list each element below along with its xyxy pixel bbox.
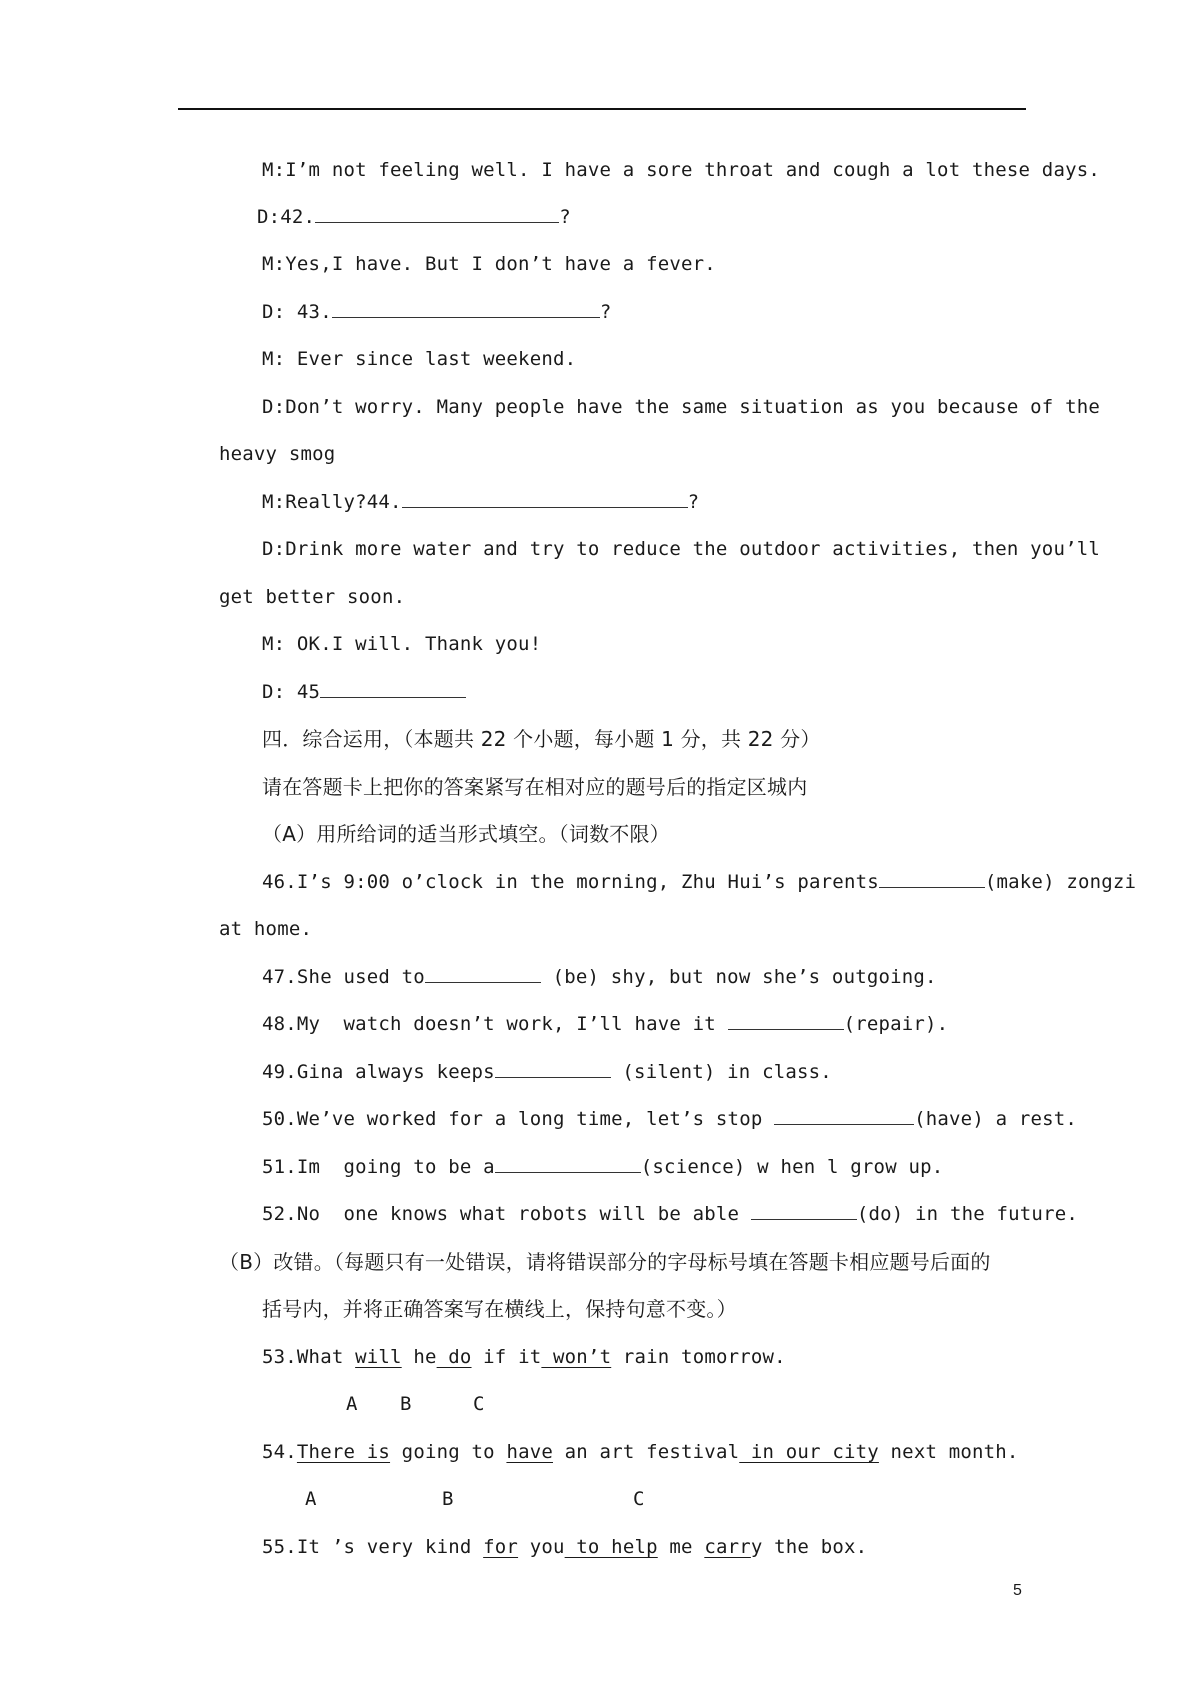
dialogue-line-blank-42: D:42. ? — [257, 206, 571, 228]
question-54: 54.There is going to have an art festival in our city next month. — [262, 1441, 1019, 1463]
dialogue-line: M: OK.I will. Thank you! — [262, 633, 542, 655]
question-47: 47.She used to (be) shy, but now she’s outgoing. — [262, 966, 937, 988]
dialogue-line: heavy smog — [219, 443, 336, 465]
part-b-heading-cont: 括号内，并将正确答案写在横线上，保持句意不变。） — [262, 1297, 737, 1321]
answer-blank[interactable] — [315, 204, 559, 223]
option-label-c: C — [633, 1488, 645, 1510]
answer-blank[interactable] — [879, 869, 985, 888]
question-52: 52.No one knows what robots will be able (do) in the future. — [262, 1203, 1078, 1225]
answer-blank[interactable] — [425, 964, 541, 983]
section-heading: 四．综合运用，（本题共 22 个小题，每小题 1 分，共 22 分） — [262, 727, 821, 751]
dialogue-line: M:I’m not feeling well. I have a sore throat and cough a lot these days. — [262, 159, 1101, 181]
answer-blank[interactable] — [495, 1059, 611, 1078]
dialogue-line-blank-43: D: 43. ? — [262, 301, 612, 323]
section-instruction: 请在答题卡上把你的答案紧写在相对应的题号后的指定区城内 — [262, 775, 808, 799]
part-b-heading: （B）改错。（每题只有一处错误，请将错误部分的字母标号填在答题卡相应题号后面的 — [219, 1250, 991, 1274]
option-label-c: C — [473, 1393, 485, 1415]
dialogue-line: M: Ever since last weekend. — [262, 348, 577, 370]
header-rule — [178, 108, 1026, 110]
answer-blank[interactable] — [774, 1106, 914, 1125]
dialogue-line: M:Yes,I have. But I don’t have a fever. — [262, 253, 716, 275]
question-50: 50.We’ve worked for a long time, let’s stop (have) a rest. — [262, 1108, 1078, 1130]
page-number: 5 — [1013, 1582, 1022, 1599]
answer-blank[interactable] — [320, 679, 466, 698]
question-55: 55.It ’s very kind for you to help me carry the box. — [262, 1536, 868, 1558]
answer-blank[interactable] — [402, 489, 688, 508]
answer-blank[interactable] — [728, 1011, 844, 1030]
question-46-cont: at home. — [219, 918, 313, 940]
answer-blank[interactable] — [751, 1201, 857, 1220]
dialogue-line: D:Don’t worry. Many people have the same situation as you because of the — [262, 396, 1101, 418]
option-label-a: A — [346, 1393, 358, 1415]
question-53: 53.What will he do if it won’t rain tomorrow. — [262, 1346, 786, 1368]
answer-blank[interactable] — [495, 1154, 641, 1173]
dialogue-line: D:Drink more water and try to reduce the outdoor activities, then you’ll — [262, 538, 1101, 560]
dialogue-line-blank-45: D: 45 — [262, 679, 466, 705]
question-49: 49.Gina always keeps (silent) in class. — [262, 1061, 832, 1083]
option-label-b: B — [442, 1488, 454, 1510]
dialogue-line: get better soon. — [219, 586, 406, 608]
part-a-heading: （A）用所给词的适当形式填空。（词数不限） — [262, 822, 670, 846]
question-48: 48.My watch doesn’t work, I’ll have it (repair). — [262, 1013, 949, 1035]
answer-blank[interactable] — [332, 299, 600, 318]
question-46: 46.I’s 9:00 o’clock in the morning, Zhu Hui’s parents (make) zongzi — [262, 871, 1137, 893]
dialogue-line-blank-44: M:Really?44. ? — [262, 491, 700, 513]
option-label-b: B — [400, 1393, 412, 1415]
question-51: 51.Im going to be a (science) w hen l grow up. — [262, 1156, 944, 1178]
option-label-a: A — [305, 1488, 317, 1510]
